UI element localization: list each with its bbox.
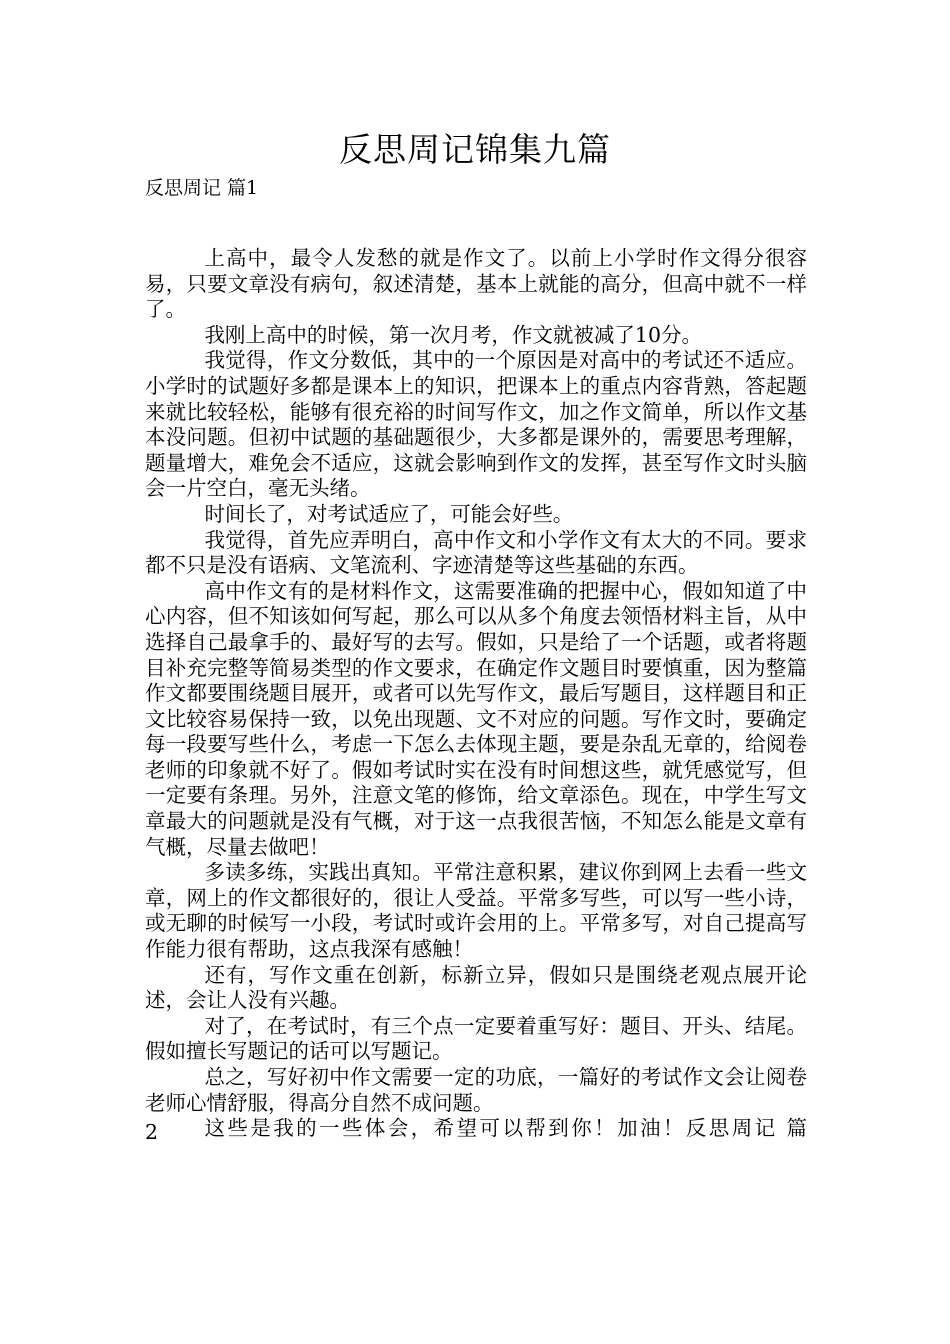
paragraph: 还有，写作文重在创新，标新立异，假如只是围绕老观点展开论述，会让人没有兴趣。 bbox=[145, 962, 807, 1013]
paragraph: 总之，写好初中作文需要一定的功底，一篇好的考试作文会让阅卷老师心情舒服，得高分自然不成问题。 bbox=[145, 1065, 807, 1115]
paragraph: 上高中，最令人发愁的就是作文了。以前上小学时作文得分很容易，只要文章没有病句，叙述清楚，基本上就能的高分，但高中就不一样了。 bbox=[145, 246, 807, 322]
paragraph: 我觉得，首先应弄明白，高中作文和小学作文有太大的不同。要求都不只是没有语病、文笔流利、字迹清楚等这些基础的东西。 bbox=[145, 527, 807, 578]
paragraph: 时间长了，对考试适应了，可能会好些。 bbox=[204, 501, 574, 526]
article-body bbox=[145, 246, 807, 1142]
paragraph: 高中作文有的是材料作文，这需要准确的把握中心，假如知道了中心内容，但不知该如何写起，那么可以从多个角度去领悟材料主旨，从中选择自己最拿手的、最好写的去写。假如，只是给了一个话题，或者将题目补充完整等简易类型的作文要求，在确定作文题目时要慎重，因为整篇作文都要围绕题目展开，或者可以先写作文，最后写题目，这样题目和正文比较容易保持一致，以免出现题、文不对应的问题。写作文时，要确定每一段要写些什么，考虑一下怎么去体现主题，要是杂乱无章的，给阅卷老师的印象就不好了。假如考试时实在没有时间想这些，就凭感觉写，但一定要有条理。另外，注意文笔的修饰，给文章添色。现在，中学生写文章最大的问题就是没有气概，对于这一点我很苦恼，不知怎么能是文章有气概，尽量去做吧！ bbox=[145, 578, 807, 859]
paragraph: 对了，在考试时，有三个点一定要着重写好：题目、开头、结尾。假如擅长写题记的话可以写题记。 bbox=[145, 1013, 807, 1064]
paragraph: 这些是我的一些体会，希望可以帮到你！加油！反思周记 篇 bbox=[204, 1116, 807, 1141]
paragraph: 我觉得，作文分数低，其中的一个原因是对高中的考试还不适应。小学时的试题好多都是课本上的知识，把课本上的重点内容背熟，答起题来就比较轻松，能够有很充裕的时间写作文，加之作文简单，所以作文基本没问题。但初中试题的基础题很少，大多都是课外的，需要思考理解，题量增大，难免会不适应，这就会影响到作文的发挥，甚至写作文时头脑会一片空白，毫无头绪。 bbox=[145, 348, 807, 501]
document-title: 反思周记锦集九篇 bbox=[339, 130, 611, 169]
paragraph: 多读多练，实践出真知。平常注意积累，建议你到网上去看一些文章，网上的作文都很好的，很让人受益。平常多写些，可以写一些小诗，或无聊的时候写一小段，考试时或许会用的上。平常多写，对自己提高写作能力很有帮助，这点我深有感触！ bbox=[145, 860, 807, 962]
section-number-continuation: 2 bbox=[145, 1120, 159, 1144]
section-heading: 反思周记 篇1 bbox=[145, 177, 259, 199]
paragraph: 我刚上高中的时候，第一次月考，作文就被减了10分。 bbox=[204, 322, 703, 347]
